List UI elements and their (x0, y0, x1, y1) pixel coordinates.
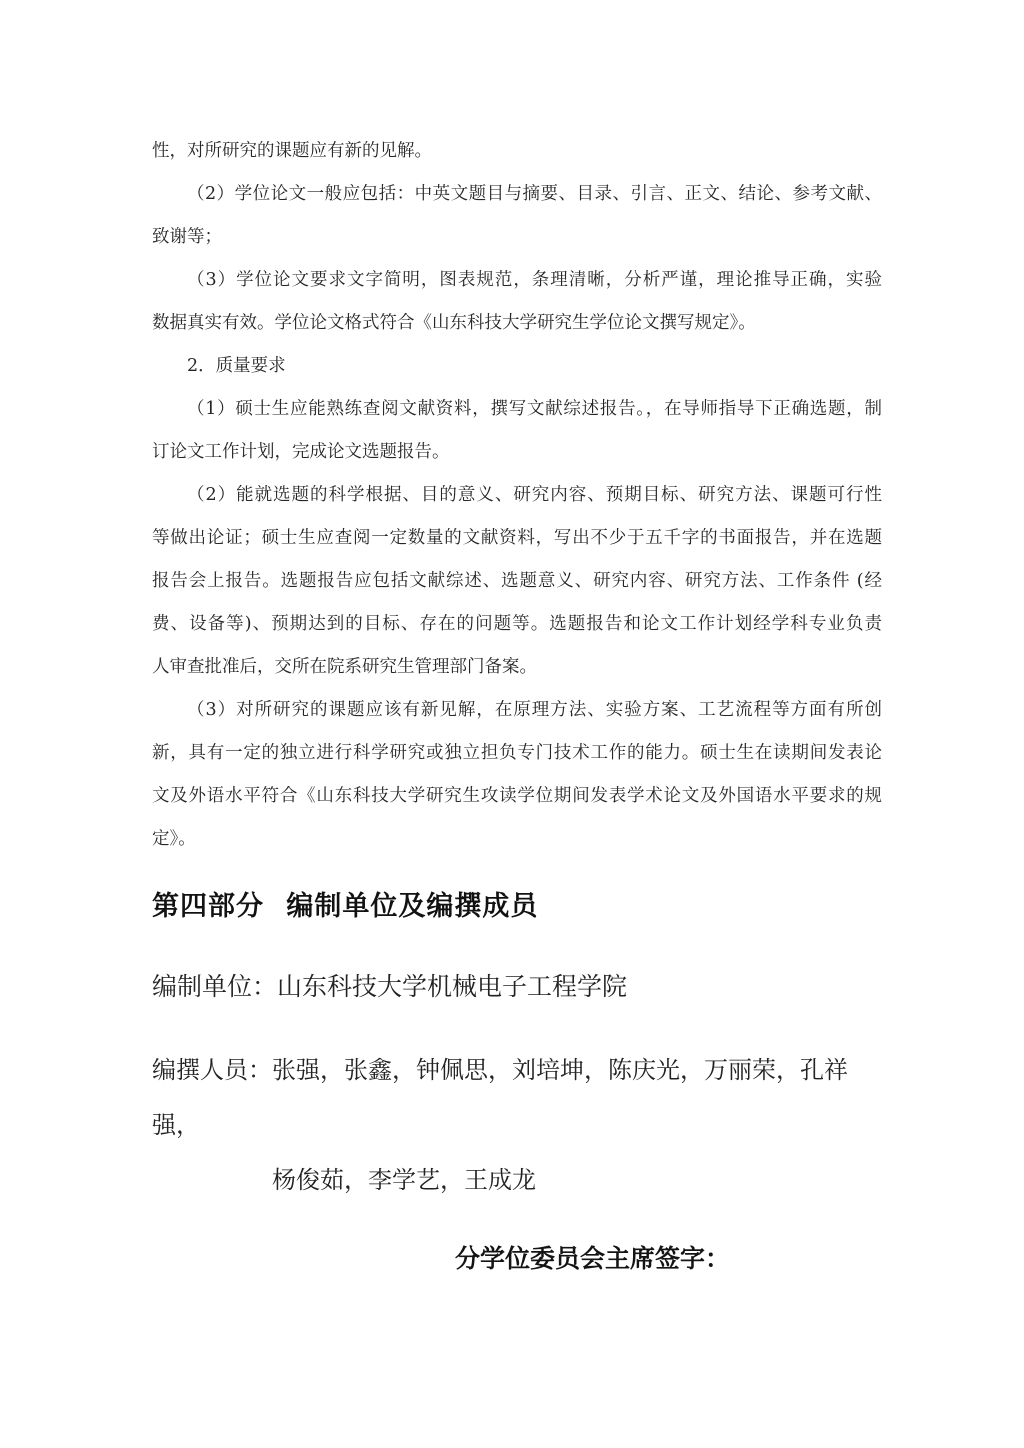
section-heading: 第四部分 编制单位及编撰成员 (152, 891, 539, 922)
page-content (152, 130, 882, 1277)
body-line: （2）能就选题的科学根据、目的意义、研究内容、预期目标、研究方法、课题可行性 (187, 485, 882, 505)
body-line: （3）学位论文要求文字简明，图表规范，条理清晰，分析严谨，理论推导正确，实验 (187, 270, 882, 290)
body-line: 定》。 (152, 829, 196, 849)
body-line: 费、设备等)、预期达到的目标、存在的问题等。选题报告和论文工作计划经学科专业负责 (152, 614, 882, 634)
authors-line-1 (152, 1043, 882, 1153)
body-line: 性，对所研究的课题应有新的见解。 (152, 141, 432, 161)
authors-line-2: 杨俊茹，李学艺，王成龙 (272, 1166, 536, 1194)
body-line: 等做出论证；硕士生应查阅一定数量的文献资料，写出不少于五千字的书面报告，并在选题 (152, 528, 882, 548)
compiling-unit-value: 山东科技大学机械电子工程学院 (277, 972, 628, 1001)
body-line: 报告会上报告。选题报告应包括文献综述、选题意义、研究内容、研究方法、工作条件 (经 (152, 571, 882, 591)
body-line: 2．质量要求 (187, 356, 286, 376)
body-line: 新，具有一定的独立进行科学研究或独立担负专门技术工作的能力。硕士生在读期间发表论 (152, 743, 882, 763)
body-line: 致谢等； (152, 227, 222, 247)
body-line: （1）硕士生应能熟练查阅文献资料，撰写文献综述报告。，在导师指导下正确选题，制 (187, 399, 882, 419)
body-line: （2）学位论文一般应包括：中英文题目与摘要、目录、引言、正文、结论、参考文献、 (187, 184, 882, 204)
body-line: 数据真实有效。学位论文格式符合《山东科技大学研究生学位论文撰写规定》。 (152, 313, 756, 333)
body-line: （3）对所研究的课题应该有新见解，在原理方法、实验方案、工艺流程等方面有所创 (187, 700, 882, 720)
authors-label: 编撰人员： (152, 1056, 272, 1084)
body-text-block (152, 130, 882, 861)
signature-line: 分学位委员会主席签字： (455, 1244, 731, 1273)
compiling-unit-line (152, 969, 882, 1005)
body-line: 订论文工作计划，完成论文选题报告。 (152, 442, 450, 462)
compiling-unit-label: 编制单位： (152, 972, 278, 1001)
authors-names-1: 张强，张鑫，钟佩思，刘培坤，陈庆光，万丽荣，孔祥强， (152, 1056, 848, 1139)
authors-block (152, 1043, 882, 1208)
body-line: 人审查批准后，交所在院系研究生管理部门备案。 (152, 657, 537, 677)
body-line: 文及外语水平符合《山东科技大学研究生攻读学位期间发表学术论文及外国语水平要求的规 (152, 786, 882, 806)
